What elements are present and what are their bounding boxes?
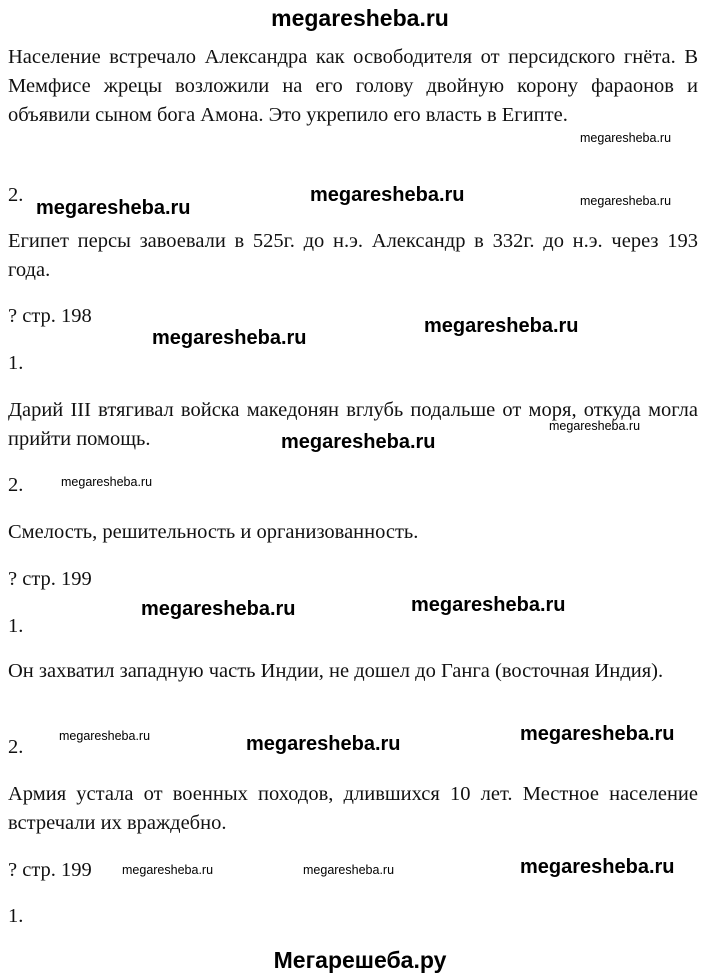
- item-number: 1.: [8, 352, 24, 374]
- watermark: megaresheba.ru: [580, 194, 672, 208]
- watermark: megaresheba.ru: [281, 431, 436, 453]
- answer-paragraph-army: Армия устала от военных походов, длившихся 10 лет. Местное население встречали их враждебно.: [8, 783, 698, 834]
- watermark: megaresheba.ru: [411, 594, 566, 616]
- answer-paragraph-india: Он захватил западную часть Индии, не дошел до Ганга (восточная Индия).: [8, 660, 664, 682]
- watermark: megaresheba.ru: [520, 856, 675, 878]
- page-reference: ? стр. 199: [8, 859, 92, 881]
- item-number: 2.: [8, 736, 24, 758]
- item-number: 1.: [8, 615, 24, 637]
- watermark: megaresheba.ru: [59, 729, 151, 743]
- watermark: megaresheba.ru: [303, 863, 395, 877]
- page-reference: ? стр. 198: [8, 305, 92, 327]
- answer-paragraph-egypt: Население встречало Александра как освободителя от персидского гнёта. В Мемфисе жрецы возложили на его голову двойную корону фараонов и объявили сыном бога Амона. Это укрепило его власть в Египте.: [8, 46, 698, 126]
- watermark: megaresheba.ru: [141, 598, 296, 620]
- item-number: 1.: [8, 905, 24, 927]
- header-watermark: megaresheba.ru: [271, 5, 449, 31]
- watermark: megaresheba.ru: [122, 863, 214, 877]
- answer-paragraph-persians: Египет персы завоевали в 525г. до н.э. Александр в 332г. до н.э. через 193 года.: [8, 230, 698, 281]
- answer-paragraph-darius: Дарий III втягивал войска македонян вглубь подальше от моря, откуда могла прийти помощь.: [8, 399, 698, 450]
- watermark: megaresheba.ru: [549, 419, 641, 433]
- watermark: megaresheba.ru: [246, 733, 401, 755]
- watermark: megaresheba.ru: [36, 197, 191, 219]
- watermark: megaresheba.ru: [424, 315, 579, 337]
- watermark: megaresheba.ru: [61, 475, 153, 489]
- page-reference: ? стр. 199: [8, 568, 92, 590]
- item-number: 2.: [8, 474, 24, 496]
- answer-text-qualities: Смелость, решительность и организованность.: [8, 521, 419, 543]
- watermark: megaresheba.ru: [152, 327, 307, 349]
- watermark: megaresheba.ru: [580, 131, 672, 145]
- watermark: megaresheba.ru: [310, 184, 465, 206]
- item-number: 2.: [8, 184, 24, 206]
- watermark: megaresheba.ru: [520, 723, 675, 745]
- footer-brand: Мегарешеба.ру: [273, 947, 447, 973]
